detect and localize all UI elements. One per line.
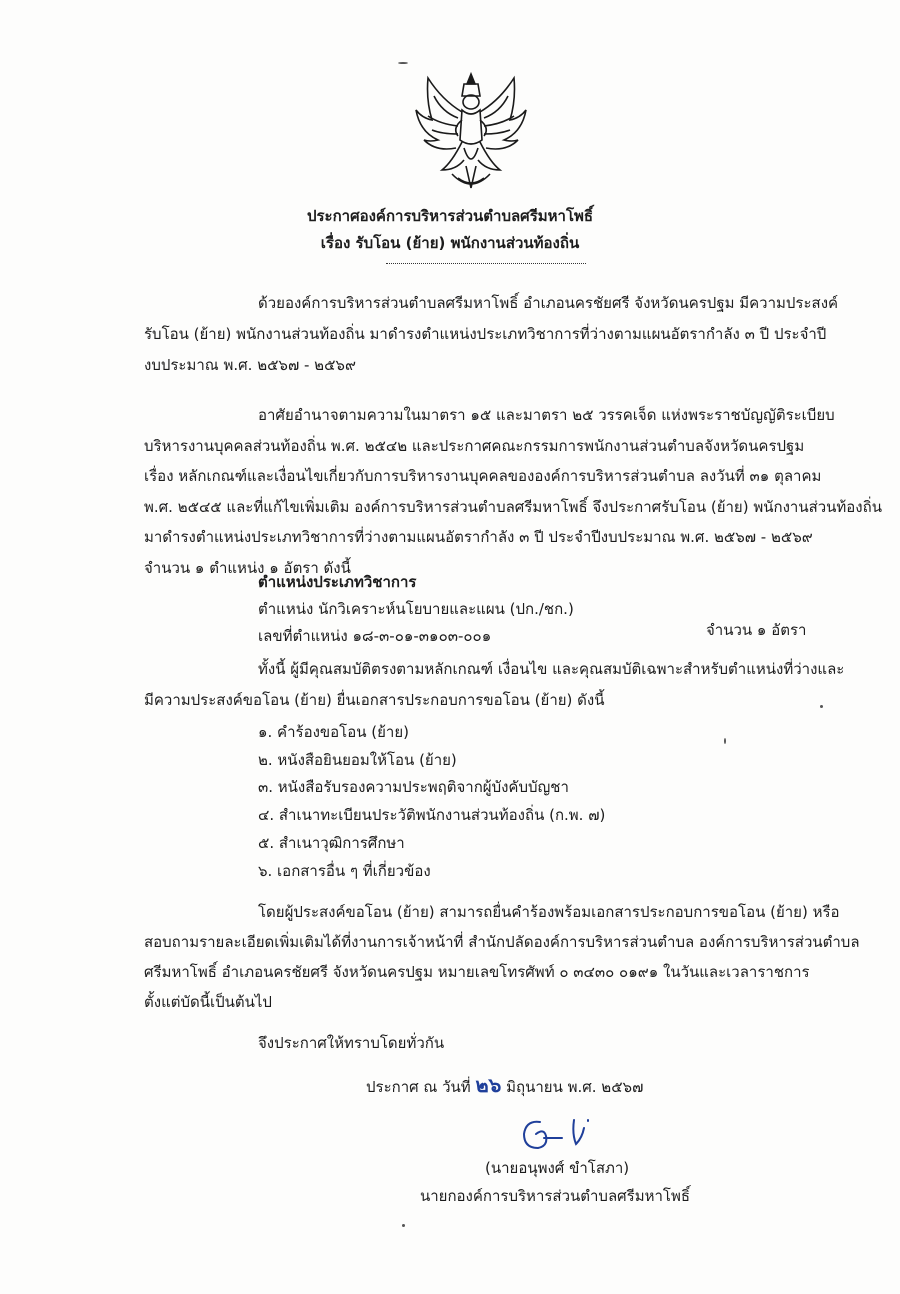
para1-line1: ด้วยองค์การบริหารส่วนตำบลศรีมหาโพธิ์ อำเภอนครชัยศรี จังหวัดนครปฐม มีความประสงค์ — [258, 294, 839, 312]
date-suffix: มิถุนายน พ.ศ. ๒๕๖๗ — [506, 1078, 644, 1096]
scan-mark — [820, 705, 823, 708]
scan-mark — [398, 62, 408, 64]
scan-mark — [724, 738, 726, 744]
para4-line2: สอบถามรายละเอียดเพิ่มเติมได้ที่งานการเจ้าหน้าที่ สำนักปลัดองค์การบริหารส่วนตำบล องค์การบริหารส่วนตำบล — [144, 933, 860, 951]
position-amount: จำนวน ๑ อัตรา — [706, 621, 807, 639]
para3-line1: ทั้งนี้ ผู้มีคุณสมบัติตรงตามหลักเกณฑ์ เงื่อนไข และคุณสมบัติเฉพาะสำหรับตำแหน่งที่ว่างและ — [258, 660, 845, 678]
announcement-subject: เรื่อง รับโอน (ย้าย) พนักงานส่วนท้องถิ่น — [320, 234, 580, 252]
document-item-1: ๑. คำร้องขอโอน (ย้าย) — [258, 723, 409, 741]
para2-line3: เรื่อง หลักเกณฑ์และเงื่อนไขเกี่ยวกับการบริหารงานบุคคลขององค์การบริหารส่วนตำบล ลงวันที่ ๓๑ ตุลาคม — [144, 467, 822, 485]
document-item-4: ๔. สำเนาทะเบียนประวัติพนักงานส่วนท้องถิ่น (ก.พ. ๗) — [258, 806, 606, 824]
announcement-title: ประกาศองค์การบริหารส่วนตำบลศรีมหาโพธิ์ — [306, 207, 594, 225]
garuda-emblem-icon — [412, 70, 530, 196]
closing-statement: จึงประกาศให้ทราบโดยทั่วกัน — [258, 1034, 445, 1052]
document-item-3: ๓. หนังสือรับรองความประพฤติจากผู้บังคับบัญชา — [258, 778, 569, 796]
announcement-date — [366, 1075, 643, 1097]
position-heading: ตำแหน่งประเภทวิชาการ — [258, 573, 417, 591]
para2-line4: พ.ศ. ๒๕๔๕ และที่แก้ไขเพิ่มเติม องค์การบริหารส่วนตำบลศรีมหาโพธิ์ จึงประกาศรับโอน (ย้าย) พนักงานส่วนท้องถิ่น — [144, 498, 882, 516]
scan-mark — [402, 1224, 405, 1227]
para1-line3: งบประมาณ พ.ศ. ๒๕๖๗ - ๒๕๖๙ — [144, 356, 356, 374]
position-number: เลขที่ตำแหน่ง ๑๘-๓-๐๑-๓๑๐๓-๐๐๑ — [258, 627, 492, 645]
document-item-6: ๖. เอกสารอื่น ๆ ที่เกี่ยวข้อง — [258, 862, 431, 880]
para1-line2: รับโอน (ย้าย) พนักงานส่วนท้องถิ่น มาดำรงตำแหน่งประเภทวิชาการที่ว่างตามแผนอัตรากำลัง ๓ ปี ประจำปี — [144, 325, 827, 343]
para3-line2: มีความประสงค์ขอโอน (ย้าย) ยื่นเอกสารประกอบการขอโอน (ย้าย) ดังนี้ — [144, 691, 605, 709]
document-item-5: ๕. สำเนาวุฒิการศึกษา — [258, 834, 405, 852]
para2-line1: อาศัยอำนาจตามความในมาตรา ๑๕ และมาตรา ๒๕ วรรคเจ็ด แห่งพระราชบัญญัติระเบียบ — [258, 406, 835, 424]
signature-icon — [518, 1112, 608, 1156]
para2-line2: บริหารงานบุคคลส่วนท้องถิ่น พ.ศ. ๒๕๔๒ และประกาศคณะกรรมการพนักงานส่วนตำบลจังหวัดนครปฐม — [144, 437, 805, 455]
signer-name: (นายอนุพงศ์ ขำโสภา) — [485, 1159, 630, 1177]
document-item-2: ๒. หนังสือยินยอมให้โอน (ย้าย) — [258, 751, 457, 769]
date-day-handwritten: ๒๖ — [475, 1073, 502, 1097]
date-prefix: ประกาศ ณ วันที่ — [366, 1078, 471, 1096]
para4-line3: ศรีมหาโพธิ์ อำเภอนครชัยศรี จังหวัดนครปฐม หมายเลขโทรศัพท์ ๐ ๓๔๓๐ ๐๑๙๑ ในวันและเวลาราชการ — [144, 963, 810, 981]
para2-line6: จำนวน ๑ ตำแหน่ง ๑ อัตรา ดังนี้ — [144, 559, 351, 577]
signer-title: นายกองค์การบริหารส่วนตำบลศรีมหาโพธิ์ — [420, 1187, 691, 1205]
position-title: ตำแหน่ง นักวิเคราะห์นโยบายและแผน (ปก./ชก.) — [258, 600, 574, 618]
para2-line5: มาดำรงตำแหน่งประเภทวิชาการที่ว่างตามแผนอัตรากำลัง ๓ ปี ประจำปีงบประมาณ พ.ศ. ๒๕๖๗ - ๒๕๖๙ — [144, 528, 813, 546]
dotted-separator — [386, 263, 586, 264]
para4-line1: โดยผู้ประสงค์ขอโอน (ย้าย) สามารถยื่นคำร้องพร้อมเอกสารประกอบการขอโอน (ย้าย) หรือ — [258, 903, 840, 921]
para4-line4: ตั้งแต่บัดนี้เป็นต้นไป — [144, 993, 272, 1011]
